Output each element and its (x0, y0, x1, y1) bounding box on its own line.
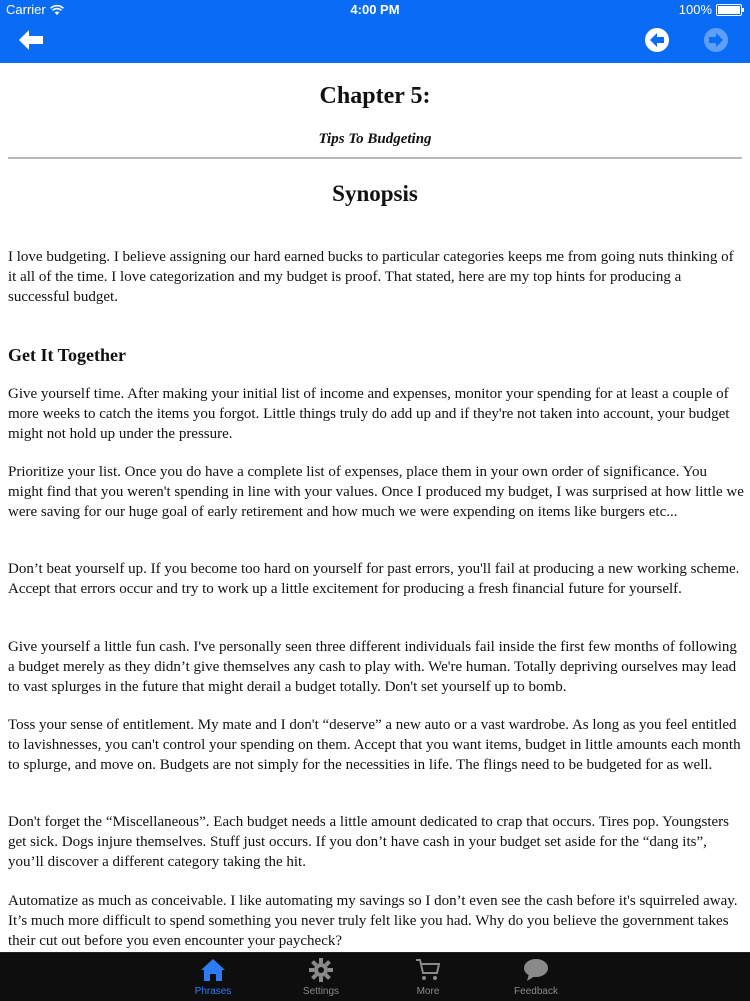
battery-indicator (679, 0, 742, 20)
body-paragraph: Give yourself a little fun cash. I've personally seen three different individuals fail inside the first few months of following a budget merely as they didn’t give themselves any cash to play with. We're human. Totally depriving ourselves may lead to vast splurges in the future that might derail a budget totally. Don't set yourself up to bomb. (8, 639, 737, 695)
tab-settings[interactable] (281, 953, 361, 1001)
carrier-label: Carrier (6, 2, 46, 17)
chapter-content[interactable] (0, 63, 750, 952)
battery-icon (716, 4, 742, 16)
intro-paragraph: I love budgeting. I believe assigning our hard earned bucks to particular categories keeps me from going nuts thinking of it all of the time. I love categorization and my budget is proof. That stated, here are my top hints for producing a successful budget. (8, 249, 734, 305)
status-time: 4:00 PM (350, 2, 400, 17)
next-circle-icon (704, 28, 728, 52)
tab-label: Feedback (514, 986, 558, 997)
body-paragraph: Toss your sense of entitlement. My mate and I don't “deserve” a new auto or a vast wardrobe. As long as you feel entitled to lavishnesses, you can't control your spending on them. Accept that you want items, budget in little amounts each month to splurge, and move on. Budgets are not simply for the necessities in life. The flings need to be budgeted for as well. (8, 717, 741, 773)
navigation-bar (0, 0, 750, 63)
body-paragraph: Give yourself time. After making your initial list of income and expenses, monitor your spending for at least a couple of more weeks to catch the items you forgot. Little things truly do add up and if they're not taken into account, your budget might not hold up under the pressure. (8, 386, 730, 442)
body-paragraph: Don’t beat yourself up. If you become too hard on yourself for past errors, you'll fail at producing a new working scheme. Accept that errors occur and try to work up a little excitement for producing a fresh financial future for yourself. (8, 561, 740, 597)
tab-feedback[interactable] (496, 953, 576, 1001)
synopsis-heading: Synopsis (332, 181, 418, 206)
prev-circle-icon (645, 28, 669, 52)
tab-phrases[interactable] (173, 953, 253, 1001)
status-bar (0, 0, 750, 20)
chapter-subtitle: Tips To Budgeting (318, 131, 432, 147)
tab-bar (0, 952, 750, 1001)
cart-icon (415, 958, 441, 982)
tab-label: More (416, 986, 440, 997)
chapter-title: Chapter 5: (319, 83, 431, 109)
body-paragraph: Automatize as much as conceivable. I like automating my savings so I don’t even see the cash before it's squirreled away. It’s much more difficult to spend something you never truly felt like you had. Why do you believe the government takes their cut out before you even encounter your paycheck? (8, 893, 738, 949)
section-heading: Get It Together (8, 345, 126, 365)
battery-label: 100% (678, 2, 712, 17)
body-paragraph: Don't forget the “Miscellaneous”. Each budget needs a little amount dedicated to crap that occurs. Tires pop. Youngsters get sick. Dogs injure themselves. Stuff just occurs. If you don’t have cash in your budget set aside for the “dang its”, you’ll discover a different category taking the hit. (8, 814, 730, 870)
tab-label: Settings (302, 986, 340, 997)
body-paragraph: Prioritize your list. Once you do have a complete list of expenses, place them in your own order of significance. You might find that you weren't spending in line with your values. Once I produced my budget, I was surprised at how little we were saving for our huge goal of early retirement and how much we were expending on items like burgers etc... (8, 464, 744, 520)
next-chapter-button[interactable] (704, 28, 728, 52)
tab-label: Phrases (194, 986, 232, 997)
gear-icon (308, 958, 334, 982)
chat-bubble-icon (523, 958, 549, 982)
back-arrow-icon[interactable] (18, 29, 44, 51)
home-icon (200, 958, 226, 982)
prev-chapter-button[interactable] (645, 28, 669, 52)
divider (8, 157, 742, 159)
tab-more[interactable] (388, 953, 468, 1001)
